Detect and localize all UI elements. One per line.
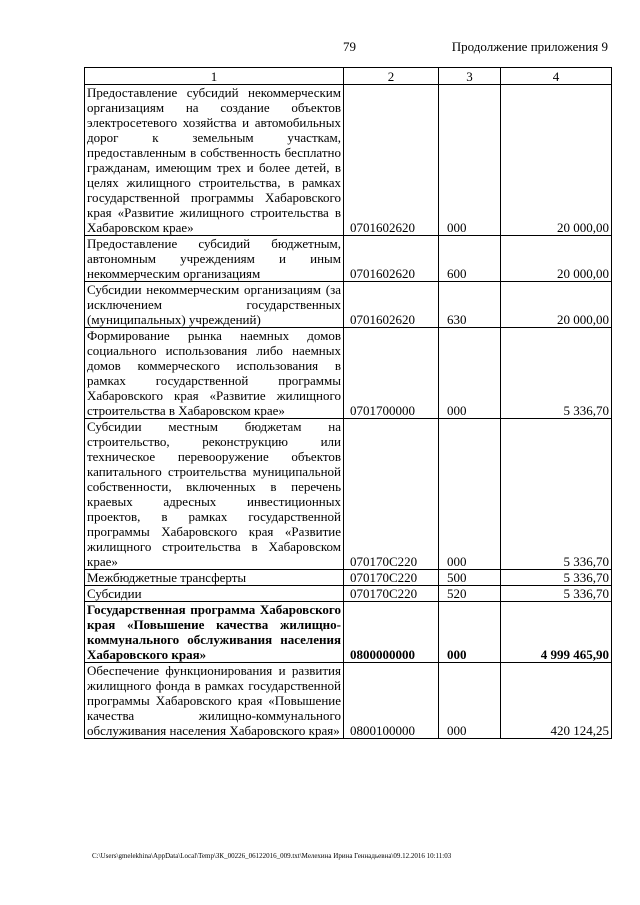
row-description: Субсидии некоммерческим организациям (за исключением государственных (муниципальных) учреждений) bbox=[85, 282, 344, 328]
row-description: Субсидии bbox=[85, 586, 344, 602]
row-code: 0701602620 bbox=[344, 236, 439, 282]
row-code: 070170С220 bbox=[344, 419, 439, 570]
row-code: 0800000000 bbox=[344, 602, 439, 663]
row-amount: 20 000,00 bbox=[501, 85, 612, 236]
table-row bbox=[85, 586, 612, 602]
row-description: Предоставление субсидий бюджетным, автономным учреждениям и иным некоммерческим организациям bbox=[85, 236, 344, 282]
row-description: Обеспечение функционирования и развития жилищного фонда в рамках государственной программы Хабаровского края «Повышение качества жилищно-коммунального обслуживания населения Хабаровского края» bbox=[85, 663, 344, 739]
table-row bbox=[85, 602, 612, 663]
row-expense-type: 630 bbox=[439, 282, 501, 328]
column-number: 3 bbox=[439, 68, 501, 85]
row-expense-type: 520 bbox=[439, 586, 501, 602]
table-row bbox=[85, 85, 612, 236]
continuation-label: Продолжение приложения 9 bbox=[451, 39, 608, 54]
row-expense-type: 000 bbox=[439, 663, 501, 739]
page-number: 79 bbox=[343, 39, 356, 54]
row-description: Субсидии местным бюджетам на строительство, реконструкцию или техническое перевооружение объектов капитального строительства муниципальной собственности, включенных в перечень краевых адресных инвестиционных проектов, в рамках государственной программы Хабаровского края «Развитие жилищного строительства в Хабаровском крае» bbox=[85, 419, 344, 570]
row-description: Межбюджетные трансферты bbox=[85, 570, 344, 586]
row-amount: 5 336,70 bbox=[501, 586, 612, 602]
row-amount: 20 000,00 bbox=[501, 282, 612, 328]
table-row bbox=[85, 282, 612, 328]
row-expense-type: 600 bbox=[439, 236, 501, 282]
row-amount: 5 336,70 bbox=[501, 419, 612, 570]
column-number: 2 bbox=[344, 68, 439, 85]
row-amount: 420 124,25 bbox=[501, 663, 612, 739]
row-expense-type: 000 bbox=[439, 419, 501, 570]
row-code: 070170С220 bbox=[344, 570, 439, 586]
budget-table bbox=[84, 67, 612, 739]
table-row bbox=[85, 570, 612, 586]
row-amount: 4 999 465,90 bbox=[501, 602, 612, 663]
table-row bbox=[85, 419, 612, 570]
row-expense-type: 500 bbox=[439, 570, 501, 586]
row-description: Предоставление субсидий некоммерческим организациям на создание объектов электросетевого хозяйства и автомобильных дорог к земельным участкам, предоставленным в собственность бесплатно гражданам, имеющим трех и более детей, в целях жилищного строительства, в рамках государственной программы Хабаровского края «Развитие жилищного строительства в Хабаровском крае» bbox=[85, 85, 344, 236]
row-amount: 5 336,70 bbox=[501, 328, 612, 419]
column-number-row bbox=[85, 68, 612, 85]
column-number: 4 bbox=[501, 68, 612, 85]
row-expense-type: 000 bbox=[439, 328, 501, 419]
row-code: 0800100000 bbox=[344, 663, 439, 739]
column-number: 1 bbox=[85, 68, 344, 85]
row-description: Формирование рынка наемных домов социального использования либо наемных домов коммерческого использования в рамках государственной программы Хабаровского края «Развитие жилищного строительства в Хабаровском крае» bbox=[85, 328, 344, 419]
file-path-footer: C:\Users\gmelekhina\AppData\Local\Temp\ЗК_00226_06122016_009.txt\Мелехина Ирина Геннадьевна\09.12.2016 10:11:03 bbox=[92, 852, 452, 860]
table-row bbox=[85, 236, 612, 282]
row-expense-type: 000 bbox=[439, 602, 501, 663]
row-code: 0701602620 bbox=[344, 282, 439, 328]
row-code: 070170С220 bbox=[344, 586, 439, 602]
row-code: 0701602620 bbox=[344, 85, 439, 236]
row-description: Государственная программа Хабаровского края «Повышение качества жилищно-коммунального обслуживания населения Хабаровского края» bbox=[85, 602, 344, 663]
row-amount: 5 336,70 bbox=[501, 570, 612, 586]
row-expense-type: 000 bbox=[439, 85, 501, 236]
table-row bbox=[85, 663, 612, 739]
table-row bbox=[85, 328, 612, 419]
row-code: 0701700000 bbox=[344, 328, 439, 419]
row-amount: 20 000,00 bbox=[501, 236, 612, 282]
